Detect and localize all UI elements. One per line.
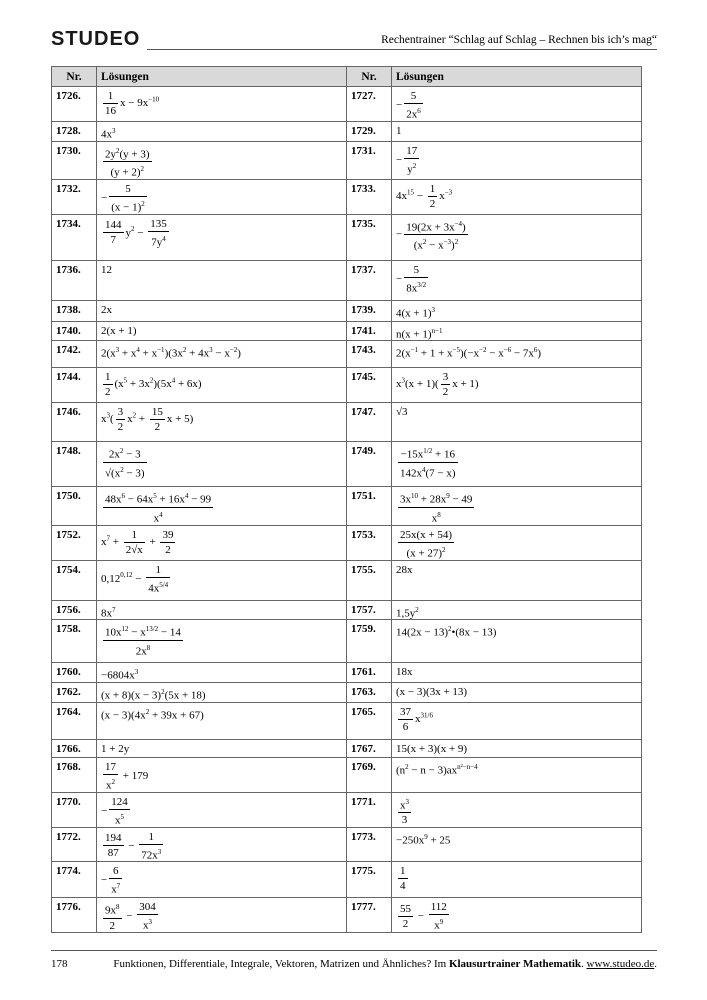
header-rule [147,49,657,50]
table-row [52,682,642,702]
problem-number: 1759. [347,620,392,663]
table-row [52,862,642,898]
solution-1773: $-250x^9 + 25$ [392,827,642,862]
problem-number: 1731. [347,141,392,179]
solution-1732: − $\frac{5}{(x - 1)^2}$ [97,179,347,214]
solution-1728: $4x^3$ [97,122,347,142]
solution-1731: − $\frac{17}{y^2}$ [392,141,642,179]
solution-1745: $x^3(x + 1)$( $\frac{3}{2}$ x + 1) [392,368,642,403]
problem-number: 1726. [52,87,97,122]
solution-1753: $\frac{25x(x + 54)}{(x + 27)^2}$ [392,525,642,560]
problem-number: 1769. [347,757,392,792]
table-row [52,442,642,487]
footer-text-after: . [581,958,587,970]
table-row [52,300,642,321]
table-row [52,663,642,683]
table-row [52,560,642,600]
problem-number: 1752. [52,525,97,560]
problem-number: 1772. [52,827,97,862]
header-nr-right: Nr. [347,67,392,87]
solution-1758: $\frac{10x^{12} - x^{13/2} - 14}{2x^8}$ [97,620,347,663]
table-row [52,702,642,739]
problem-number: 1742. [52,341,97,368]
solution-1735: − $\frac{19(2x + 3x^{-4})}{(x^2 - x^{-3})^2}$ [392,214,642,260]
solution-1730: $\frac{2y^2(y + 3)}{(y + 2)^2}$ [97,141,347,179]
problem-number: 1729. [347,122,392,142]
solution-1734: $\frac{144}{7}$ $y^2$ − $\frac{135}{7y^4}$ [97,214,347,260]
footer-link[interactable]: www.studeo.de [586,958,655,970]
header-title: Rechentrainer “Schlag auf Schlag – Rechnen bis ich’s mag“ [381,34,657,46]
solution-1744: $\frac{1}{2}$ $(x^5 + 3x^2)(5x^4 + 6x)$ [97,368,347,403]
footer-text-before: Funktionen, Differentiale, Integrale, Vektoren, Matrizen und Ähnliches? Im [113,958,449,970]
problem-number: 1730. [52,141,97,179]
solution-1741: $n(x + 1)^{n-1}$ [392,321,642,341]
table-row [52,341,642,368]
solution-1770: − $\frac{124}{x^5}$ [97,792,347,827]
table-row [52,620,642,663]
solution-1760: $-6804x^3$ [97,663,347,683]
problem-number: 1748. [52,442,97,487]
table-row [52,368,642,403]
solution-1777: $\frac{55}{2}$ − $\frac{112}{x^9}$ [392,898,642,933]
problem-number: 1736. [52,260,97,300]
problem-number: 1767. [347,739,392,757]
problem-number: 1766. [52,739,97,757]
problem-number: 1744. [52,368,97,403]
solution-1776: $\frac{9x^8}{2}$ − $\frac{304}{x^3}$ [97,898,347,933]
table-row [52,739,642,757]
table-row [52,141,642,179]
solution-1740: 2(x + 1) [97,321,347,341]
solution-1755: 28x [392,560,642,600]
solution-1752: $x^7$ + $\frac{1}{2√x}$ + $\frac{39}{2}$ [97,525,347,560]
solution-1727: − $\frac{5}{2x^6}$ [392,87,642,122]
problem-number: 1765. [347,702,392,739]
table-row [52,122,642,142]
footer-book-title: Klausurtrainer Mathematik [448,958,582,970]
problem-number: 1764. [52,702,97,739]
table-row [52,403,642,442]
problem-number: 1732. [52,179,97,214]
solution-1746: $x^3$( $\frac{3}{2}$ $x^2$ + $\frac{15}{2}$ x + 5) [97,403,347,442]
table-row [52,898,642,933]
footer-text [113,958,657,970]
solution-1738: 2x [97,300,347,321]
problem-number: 1737. [347,260,392,300]
problem-number: 1741. [347,321,392,341]
solution-1761: 18x [392,663,642,683]
problem-number: 1756. [52,600,97,620]
table-row [52,827,642,862]
table-row [52,487,642,525]
solution-1747: √3 [392,403,642,442]
solution-1764: $(x - 3)(4x^2 + 39x + 67)$ [97,702,347,739]
header-solutions-right: Lösungen [392,67,642,87]
table-row [52,321,642,341]
table-row [52,600,642,620]
solution-1771: $\frac{x^3}{3}$ [392,792,642,827]
header-solutions-left: Lösungen [97,67,347,87]
solution-1739: $4(x + 1)^3$ [392,300,642,321]
problem-number: 1746. [52,403,97,442]
page-header [51,28,657,50]
footer-text-end: . [654,958,657,970]
solution-1765: $\frac{37}{6}$ $x^{31/6}$ [392,702,642,739]
problem-number: 1747. [347,403,392,442]
studeo-logo: STUDEO [51,28,141,50]
solution-1748: $\frac{2x^2 - 3}{√(x^2 - 3)}$ [97,442,347,487]
solution-1754: $0,12^{0,12}$ − $\frac{1}{4x^{5/4}}$ [97,560,347,600]
solution-1733: $4x^{15}$ − $\frac{1}{2}$ $x^{-3}$ [392,179,642,214]
problem-number: 1735. [347,214,392,260]
page-number: 178 [51,958,68,970]
table-row [52,260,642,300]
solution-1769: $(n^2 - n - 3)ax^{n^2-n-4}$ [392,757,642,792]
problem-number: 1728. [52,122,97,142]
solution-1763: (x − 3)(3x + 13) [392,682,642,702]
problem-number: 1777. [347,898,392,933]
problem-number: 1738. [52,300,97,321]
problem-number: 1768. [52,757,97,792]
problem-number: 1745. [347,368,392,403]
problem-number: 1749. [347,442,392,487]
problem-number: 1754. [52,560,97,600]
problem-number: 1750. [52,487,97,525]
table-header-row [52,67,642,87]
solution-1757: $1,5y^2$ [392,600,642,620]
solution-1749: $\frac{-15x^{1/2} + 16}{142x^4(7 - x)}$ [392,442,642,487]
solution-1751: $\frac{3x^{10} + 28x^9 - 49}{x^8}$ [392,487,642,525]
problem-number: 1757. [347,600,392,620]
table-row [52,525,642,560]
solutions-table [51,66,642,933]
problem-number: 1776. [52,898,97,933]
problem-number: 1751. [347,487,392,525]
solution-1737: − $\frac{5}{8x^{3/2}}$ [392,260,642,300]
problem-number: 1733. [347,179,392,214]
problem-number: 1755. [347,560,392,600]
problem-number: 1758. [52,620,97,663]
solution-1759: $14(2x - 13)^2•(8x - 13)$ [392,620,642,663]
solution-1736: 12 [97,260,347,300]
solution-1766: 1 + 2y [97,739,347,757]
problem-number: 1773. [347,827,392,862]
table-row [52,757,642,792]
header-nr-left: Nr. [52,67,97,87]
table-row [52,87,642,122]
solution-1775: $\frac{1}{4}$ [392,862,642,898]
solution-1726: $\frac{1}{16}$ $x - 9x^{-10}$ [97,87,347,122]
problem-number: 1775. [347,862,392,898]
table-row [52,214,642,260]
problem-number: 1753. [347,525,392,560]
solution-1767: 15(x + 3)(x + 9) [392,739,642,757]
table-row [52,179,642,214]
problem-number: 1770. [52,792,97,827]
problem-number: 1727. [347,87,392,122]
problem-number: 1774. [52,862,97,898]
page-footer [51,950,657,980]
solution-1743: $2(x^{-1} + 1 + x^{-5})(-x^{-2} - x^{-6} - 7x^6)$ [392,341,642,368]
problem-number: 1743. [347,341,392,368]
solution-1742: $2(x^3 + x^4 + x^{-1})(3x^2 + 4x^3 - x^{-2})$ [97,341,347,368]
solution-1768: $\frac{17}{x^2}$ + 179 [97,757,347,792]
solution-1762: $(x + 8)(x - 3)^2(5x + 18)$ [97,682,347,702]
problem-number: 1761. [347,663,392,683]
solution-1774: − $\frac{6}{x^7}$ [97,862,347,898]
solution-1756: $8x^7$ [97,600,347,620]
solution-1729: 1 [392,122,642,142]
problem-number: 1760. [52,663,97,683]
problem-number: 1734. [52,214,97,260]
problem-number: 1740. [52,321,97,341]
problem-number: 1739. [347,300,392,321]
table-row [52,792,642,827]
problem-number: 1762. [52,682,97,702]
solution-1772: $\frac{194}{87}$ − $\frac{1}{72x^3}$ [97,827,347,862]
solution-1750: $\frac{48x^6 - 64x^5 + 16x^4 - 99}{x^4}$ [97,487,347,525]
problem-number: 1763. [347,682,392,702]
problem-number: 1771. [347,792,392,827]
